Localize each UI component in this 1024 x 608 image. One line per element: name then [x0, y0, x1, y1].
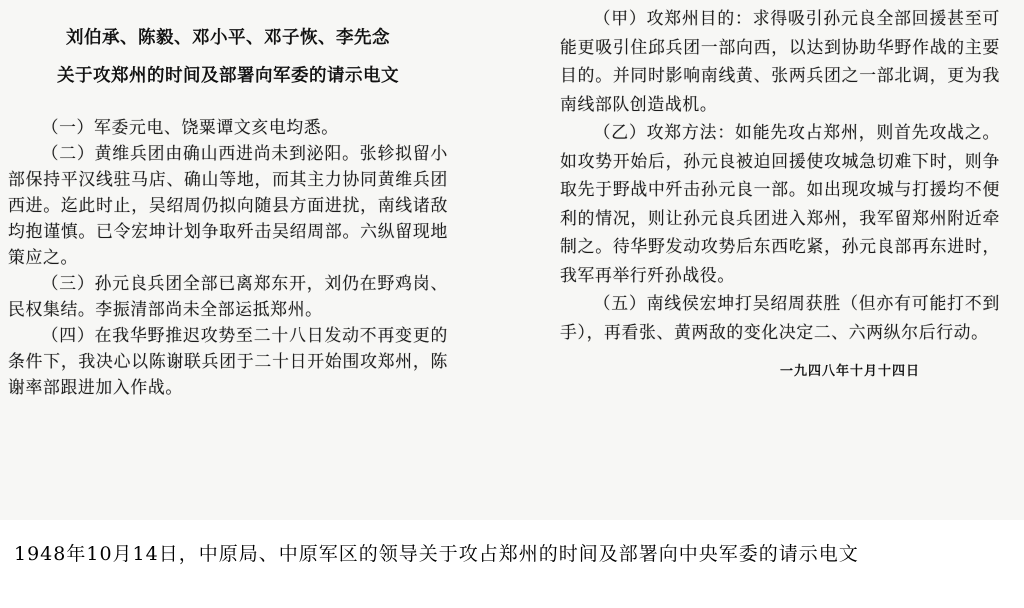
- paragraph-3: （三）孙元良兵团全部已离郑东开，刘仍在野鸡岗、民权集结。李振清部尚未全部运抵郑州。: [8, 273, 448, 319]
- document-title-line-2: 关于攻郑州的时间及部署向军委的请示电文: [57, 66, 399, 86]
- image-caption: 1948年10月14日，中原局、中原军区的领导关于攻占郑州的时间及部署向中央军委的请示电文: [14, 543, 859, 565]
- paragraph-2: （二）黄维兵团由确山西进尚未到泌阳。张轸拟留小部保持平汉线驻马店、确山等地，而其主力协同黄维兵团西进。迄此时止，吴绍周仍拟向随县方面进扰，南线诸敌均抱谨慎。已令宏坤计划争取歼击吴绍周部。六纵留现地策应之。: [8, 143, 448, 267]
- left-paragraphs: [8, 114, 448, 400]
- paragraph-5: （五）南线侯宏坤打吴绍周获胜（但亦有可能打不到手），再看张、黄两敌的变化决定二、六两纵尔后行动。: [560, 293, 1000, 342]
- document-right-column: [560, 0, 1000, 520]
- paragraph-jia: （甲）攻郑州目的：求得吸引孙元良全部回援甚至可能更吸引住邱兵团一部向西，以达到协助华野作战的主要目的。并同时影响南线黄、张两兵团之一部北调，更为我南线部队创造战机。: [560, 8, 1000, 114]
- paragraph-1: （一）军委元电、饶粟谭文亥电均悉。: [41, 117, 339, 137]
- right-paragraphs: [560, 4, 1000, 346]
- paragraph-yi: （乙）攻郑方法：如能先攻占郑州，则首先攻战之。如攻势开始后，孙元良被迫回援使攻城急切难下时，则争取先于野战中歼击孙元良一部。如出现攻城与打援均不便利的情况，则让孙元良兵团进入郑州，我军留郑州附近牵制之。待华野发动攻势后东西吃紧，孙元良部再东进时，我军再举行歼孙战役。: [560, 122, 1000, 285]
- paragraph-4: （四）在我华野推迟攻势至二十八日发动不再变更的条件下，我决心以陈谢联兵团于二十日开始围攻郑州，陈谢率部跟进加入作战。: [8, 325, 448, 397]
- document-title-line-1: 刘伯承、陈毅、邓小平、邓子恢、李先念: [66, 28, 390, 48]
- document-left-column: [8, 0, 448, 520]
- document-date: 一九四八年十月十四日: [779, 364, 920, 379]
